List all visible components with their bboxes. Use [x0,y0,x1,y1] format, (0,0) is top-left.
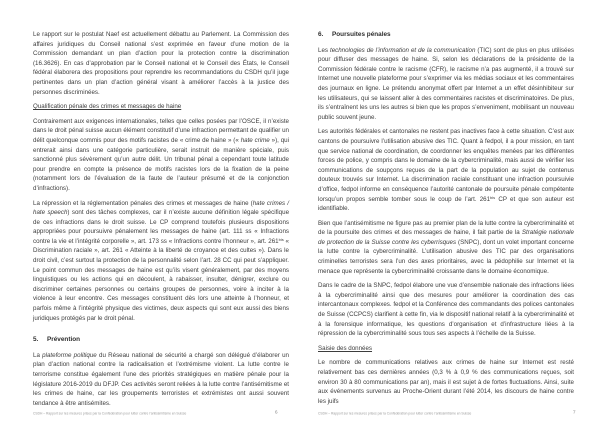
superscript-bis: bis [490,195,496,201]
text-run: du Réseau national de sécurité a chargé son délégué d’élaborer un plan d’action national contre la radicalisation et l’extrémisme violent. La lutte contre le terrorisme constitue également l’une des priorités stratégiques en matière pénale pour la législature 2016-2019 du DFJP. Ces activités seront reliées à la lutte contre l’antisémitisme et les crimes de haine, car les groupements terroristes et extrémistes ont aussi souvent tendance à être antisémites. [33,351,289,407]
page-number-text: 7 [573,409,576,416]
text-run: (TIC) sont de plus en plus utilisées pour diffuser des messages de haine. Si, selon les déclarations de la présidente de la Commission fédérale contre le racisme (CFR), le racisme n’a pas augmenté, il a trouvé sur Internet une nouvelle plateforme pour s’exprimer via les médias sociaux et les commentaires des journaux en ligne. Le prétendu anonymat offert par Internet a un effet désinhibiteur sur les utilisateurs, qui se laissent aller à des commentaires racistes et discriminatoires. De plus, ils s’entraînent les uns les autres si bien que les propos s’enveniment, mobilisant un nouveau public souvent jeune. [318,46,574,121]
page-number-text: 6 [275,409,278,416]
paragraph-nombre: Le nombre de communications relatives aux crimes de haine sur Internet est resté relativement bas ces dernières années (0,3 % à 0,9 % des communications reçues, soit environ 30 à 80 communications par an), mais il est sujet à de fortes fluctuations. Ainsi, suite aux événements survenus au Proche-Orient durant l’été 2014, les discours de haine contre les juifs [318,359,574,405]
italic-run: technologies de l’information et de la communication [329,46,476,54]
italic-run: plateforme politique [42,351,97,359]
section-heading-poursuites [318,30,574,40]
text-run: Bien que l’antisémitisme ne figure pas au premier plan de la lutte contre la cybercriminalité et de la poursuite des crimes et des messages de haine, il fait partie de la [318,219,574,237]
footer-source-text: CSDH – Rapport sur les mesures prises par la Confédération pour lutter contre l’antisémitisme en Suisse [318,412,472,416]
page-right-content [318,30,574,411]
underlined-heading-qualification: Qualification pénale des crimes et messages de haine [33,103,182,111]
underlined-heading-saisie: Saisie des données [318,344,373,352]
italic-run: hate crime [240,136,270,144]
paragraph-postulat: Le rapport sur le postulat Naef est actuellement débattu au Parlement. La Commission des affaires juridiques du Conseil national s’est exprimée en faveur d’une motion de la Commission demandant un plan d’action pour la protection contre la discrimination (16.3626). En cas d’approbation par le Conseil national et le Conseil des États, le Conseil fédéral élaborera des propositions pour reprendre les recommandations du CSDH qu’il juge pertinentes dans un plan d’action général visant à améliorer l’accès à la justice des personnes discriminées. [33,31,289,96]
section-title: Prévention [47,336,81,344]
paragraph-cadre: Dans le cadre de la SNPC, fedpol élabore une vue d’ensemble nationale des infractions liées à la cybercriminalité ainsi que des mesures pour améliorer la coordination des cas intercantonaux complexes. fedpol et la Conférence des commandants des polices cantonales de Suisse (CCPCS) clarifient à cette fin, via le dispositif national relatif à la cybercriminalité et à la forensique informatique, les questions d’organisation et d’infrastructure liées à la répression de la cybercriminalité sous tous ses aspects à l’échelle de la Suisse. [318,282,574,338]
superscript-bis: bis [278,237,284,243]
section-number: 5. [33,336,39,344]
paragraph-snpc [318,219,574,277]
paragraph-tic [318,46,574,123]
text-run: (SNPC), dont un volet important concerne la lutte contre la cybercriminalité. L’utilisation abusive des TIC par des organisations criminelles terroristes sera l’un des axes prioritaires, avec la pédophilie sur Internet et la menace que représente la cybercriminalité croissante dans le domaine économique. [318,238,575,275]
paragraph-repression [33,199,289,324]
italic-run: hate crimes / hate speech [33,199,290,217]
section-title: Poursuites pénales [332,31,391,38]
footer-source-text: CSDH – Rapport sur les mesures prises par la Confédération pour lutter contre l’antisémitisme en Suisse [33,412,187,416]
page-number-left [33,401,278,419]
paragraph-plateforme [33,351,289,409]
text-run: La répression et la réglementation pénales des crimes et messages de haine ( [33,199,253,207]
text-run: Les [318,46,330,54]
text-run: Les autorités fédérales et cantonales ne restent pas inactives face à cette situation. C’est aux cantons de poursuivre l’utilisation abusive des TIC. Quant à fedpol, il a pour mission, en tant que service national de coordination, de coordonner les enquêtes menées par les différentes forces de police, y compris dans le domaine de la cybercriminalité, mais aussi de vérifier les communications de soupçons reçues de la part de la population au sujet de contenus douteux trouvés sur Internet. La discrimination raciale constituant une infraction poursuivie d’office, fedpol informe en conséquence l’autorité cantonale de poursuite pénale compétente lorsqu’un propos semble tomber sous le coup de l’art. 261 [318,128,574,203]
page-number-right [318,401,576,419]
text-run: « Discrimination raciale », art. 261 « Atteinte à la liberté de croyance et des cultes »). Dans le droit civil, c’est surtout la protection de la personnalité selon l’art. 28 CC qui peut s’appliquer. Le point commun des messages de haine est qu’ils visent généralement, par des moyens linguistiques ou les actions qui en découlent, à rabaisser, insulter, dénigrer, exclure ou discriminer certaines personnes ou certains groupes de personnes, voire à inciter à la violence à leur encontre. Ces messages constituent dès lors une atteinte à l’honneur, et parfois même à l’intégrité physique des victimes, deux aspects qui sont eux aussi des biens juridiques protégés par le droit pénal. [33,237,289,322]
section-heading-prevention [33,335,289,345]
text-run: CP et que son auteur est identifiable. [318,195,575,213]
paragraph-exigences [33,117,289,194]
text-run: La [33,351,43,359]
text-run: ) sont des tâches complexes, car il n’existe aucune définition légale spécifique de ces infractions dans le droit suisse. Le CP comprend toutefois plusieurs dispositions appropriées pour poursuivre pénalement les messages de haine (art. 111 ss « Infractions contre la vie et l’intégrité corporelle », art. 173 ss « Infractions contre l’honneur », art. 261 [33,209,290,245]
section-number: 6. [318,31,324,38]
text-run: »), qui entrerait ainsi dans une catégorie particulière, serait instruit de manière spéciale, puis sanctionné plus sévèrement qu’un autre délit. Un tribunal pénal a cependant toute latitude pour prendre en compte la présence de motifs racistes lors de la fixation de la peine (notamment lors de l’évaluation de la faute de l’auteur présumé et de la conjonction d’infractions). [33,136,290,192]
italic-run: Stratégie nationale de protection de la Suisse contre les cyberrisques [318,229,574,246]
paragraph-autorites [318,127,574,213]
text-run: Contrairement aux exigences internationales, telles que celles posées par l’OSCE, il n’existe dans le droit pénal suisse aucun élément constitutif d’une infraction permettant de qualifier un délit quelconque commis pour des motifs racistes de « crime de haine » (« [33,117,289,144]
